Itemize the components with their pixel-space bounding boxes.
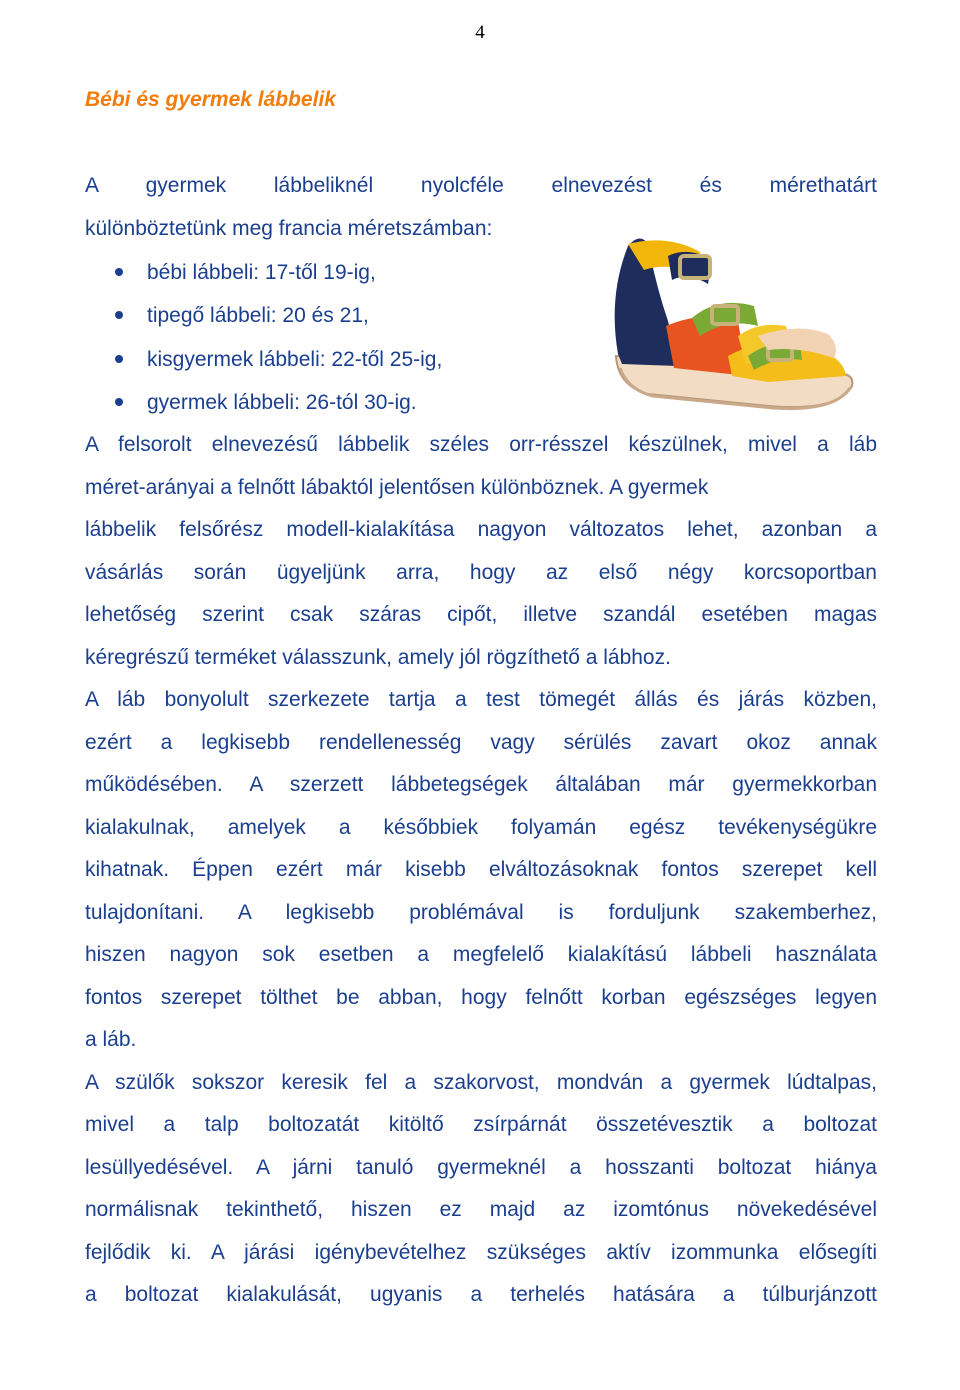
text-line: fejlődik ki. A járási igénybevételhez szükséges aktív izommunka elősegíti: [85, 1240, 877, 1264]
list-item: [85, 294, 605, 337]
text-line: kialakulnak, amelyek a későbbiek folyamán egész tevékenységükre: [85, 815, 877, 839]
list-item: [85, 338, 605, 381]
text-line: lesüllyedésével. A járni tanuló gyermeknél a hosszanti boltozat hiánya: [85, 1155, 877, 1179]
list-item-text: tipegő lábbeli: 20 és 21,: [147, 304, 369, 328]
children-sandal-photo: [608, 226, 858, 416]
text-line: méret-arányai a felnőtt lábaktól jelentősen különböznek. A gyermek: [85, 475, 709, 499]
text-line: fontos szerepet tölthet be abban, hogy felnőtt korban egészséges legyen: [85, 985, 877, 1009]
text-line: működésében. A szerzett lábbetegségek általában már gyermekkorban: [85, 773, 877, 796]
text-line: lehetőség szerint csak száras cipőt, illetve szandál esetében magas: [85, 603, 877, 626]
text-line: hiszen nagyon sok esetben a megfelelő kialakítású lábbeli használata: [85, 943, 877, 966]
list-item-text: bébi lábbeli: 17-től 19-ig,: [147, 261, 376, 284]
bullet-icon: [115, 311, 123, 319]
page-number: 4: [475, 22, 485, 43]
text-line: normálisnak tekinthető, hiszen ez majd az izomtónus növekedésével: [85, 1198, 877, 1221]
text-line: A szülők sokszor keresik fel a szakorvost, mondván a gyermek lúdtalpas,: [85, 1070, 877, 1094]
bullet-icon: [115, 355, 123, 363]
text-line: a boltozat kialakulását, ugyanis a terhelés hatására a túlburjánzott: [85, 1283, 877, 1306]
bullet-icon: [115, 398, 123, 406]
list-item: [85, 251, 605, 294]
text-line: ezért a legkisebb rendellenesség vagy sérülés zavart okoz annak: [85, 730, 877, 754]
bullet-icon: [115, 268, 123, 276]
text-line: A felsorolt elnevezésű lábbelik széles orr-résszel készülnek, mivel a láb: [85, 433, 877, 456]
list-item-text: gyermek lábbeli: 26-tól 30-ig.: [147, 390, 417, 414]
text-line: vásárlás során ügyeljünk arra, hogy az első négy korcsoportban: [85, 560, 877, 584]
text-line: A láb bonyolult szerkezete tartja a test tömegét állás és járás közben,: [85, 688, 877, 711]
list-item: [85, 381, 605, 424]
text-line: lábbelik felsőrész modell-kialakítása nagyon változatos lehet, azonban a: [85, 518, 877, 541]
section-heading: Bébi és gyermek lábbelik: [85, 88, 336, 111]
intro-line: különböztetünk meg francia méretszámban:: [85, 216, 493, 240]
text-line: kéregrészű terméket válasszunk, amely jól rögzíthető a lábhoz.: [85, 645, 671, 669]
text-line: a láb.: [85, 1028, 137, 1051]
intro-line: A gyermek lábbeliknél nyolcféle elnevezést és mérethatárt: [85, 174, 877, 197]
text-line: kihatnak. Éppen ezért már kisebb elváltozásoknak fontos szerepet kell: [85, 858, 877, 881]
size-category-list: [85, 251, 605, 424]
list-item-text: kisgyermek lábbeli: 22-től 25-ig,: [147, 347, 443, 371]
text-line: mivel a talp boltozatát kitöltő zsírpárnát összetévesztik a boltozat: [85, 1113, 877, 1136]
text-line: tulajdonítani. A legkisebb problémával is forduljunk szakemberhez,: [85, 900, 877, 924]
body-text: [85, 424, 877, 1317]
